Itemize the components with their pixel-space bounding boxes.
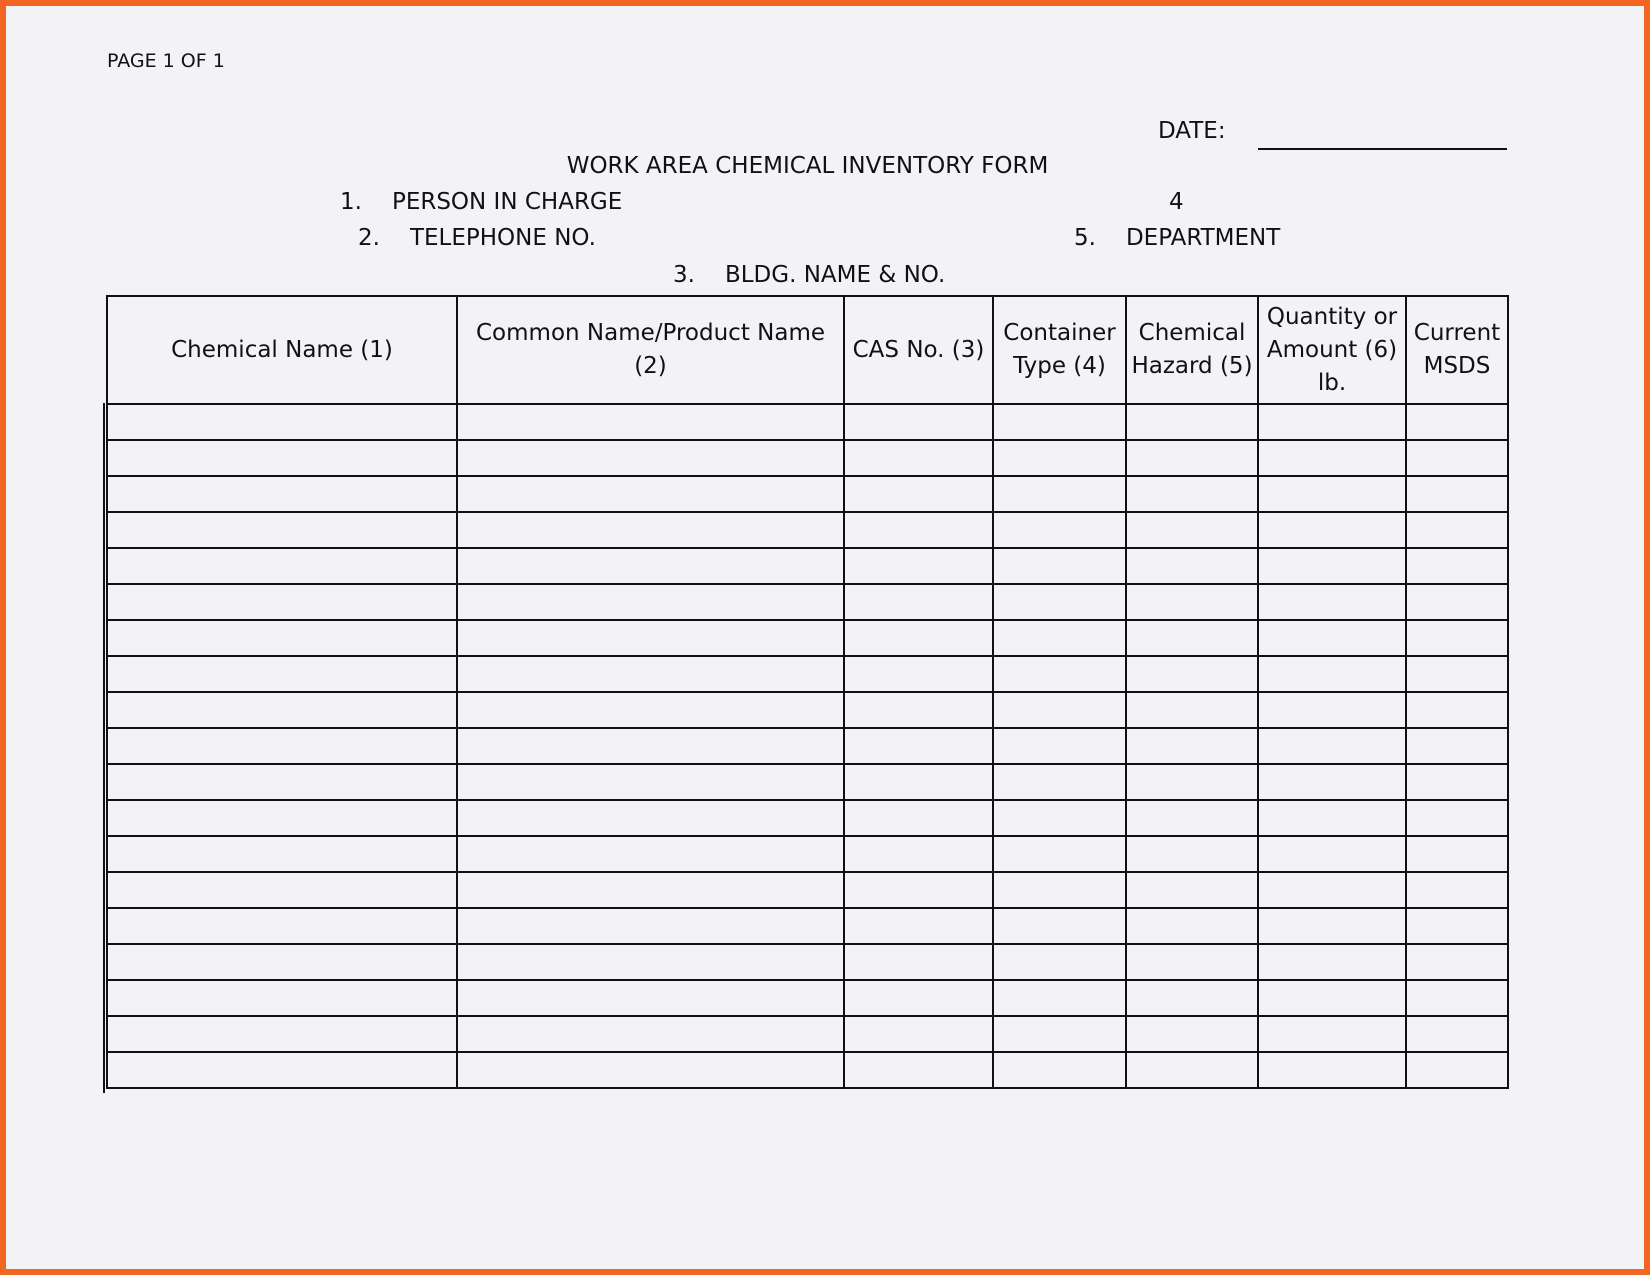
table-cell[interactable] [993,980,1126,1016]
table-cell[interactable] [457,476,844,512]
table-row [107,692,1508,728]
table-cell[interactable] [993,476,1126,512]
table-cell[interactable] [993,584,1126,620]
table-cell[interactable] [844,476,993,512]
table-cell[interactable] [993,764,1126,800]
field-label: 4 [1169,189,1184,215]
table-cell[interactable] [1258,512,1406,548]
table-cell[interactable] [1258,800,1406,836]
table-cell[interactable] [457,512,844,548]
table-cell[interactable] [993,800,1126,836]
column-header-chemical-hazard: Chemical Hazard (5) [1126,296,1258,404]
field-telephone [358,225,596,251]
column-header-quantity: Quantity or Amount (6) lb. [1258,296,1406,404]
table-cell[interactable] [844,980,993,1016]
table-cell[interactable] [993,656,1126,692]
table-cell[interactable] [993,404,1126,440]
table-cell[interactable] [844,656,993,692]
table-cell[interactable] [1126,908,1258,944]
table-row [107,476,1508,512]
table-cell[interactable] [844,728,993,764]
table-cell[interactable] [1406,620,1508,656]
table-cell[interactable] [1406,1052,1508,1088]
table-cell[interactable] [1126,440,1258,476]
table-row [107,656,1508,692]
table-cell[interactable] [1406,836,1508,872]
table-cell[interactable] [844,1052,993,1088]
table-cell[interactable] [1406,980,1508,1016]
table-cell[interactable] [107,692,457,728]
table-cell[interactable] [107,584,457,620]
table-cell[interactable] [1126,404,1258,440]
table-row [107,620,1508,656]
table-cell[interactable] [993,548,1126,584]
table-cell[interactable] [1258,692,1406,728]
table-cell[interactable] [1258,620,1406,656]
column-header-cas-no: CAS No. (3) [844,296,993,404]
table-cell[interactable] [844,800,993,836]
table-cell[interactable] [457,980,844,1016]
table-cell[interactable] [457,404,844,440]
table-cell[interactable] [1406,512,1508,548]
field-building [673,262,945,288]
table-row [107,512,1508,548]
table-cell[interactable] [1406,764,1508,800]
table-cell[interactable] [1258,1052,1406,1088]
table-cell[interactable] [993,1052,1126,1088]
table-cell[interactable] [1258,404,1406,440]
table-cell[interactable] [1258,1016,1406,1052]
table-cell[interactable] [844,440,993,476]
table-cell[interactable] [1406,476,1508,512]
table-cell[interactable] [993,728,1126,764]
table-cell[interactable] [107,404,457,440]
table-cell[interactable] [993,692,1126,728]
table-cell[interactable] [457,440,844,476]
table-cell[interactable] [1126,872,1258,908]
table-cell[interactable] [1258,872,1406,908]
table-cell[interactable] [844,692,993,728]
table-cell[interactable] [1258,476,1406,512]
table-row [107,1016,1508,1052]
table-cell[interactable] [993,908,1126,944]
field-label: TELEPHONE NO. [409,225,596,251]
table-row [107,584,1508,620]
table-row [107,440,1508,476]
table-cell[interactable] [1126,584,1258,620]
table-cell[interactable] [844,620,993,656]
table-row [107,872,1508,908]
table-cell[interactable] [1406,656,1508,692]
field-number: 5. [1074,225,1096,251]
table-cell[interactable] [844,512,993,548]
field-number: 2. [358,225,380,251]
table-cell[interactable] [1406,800,1508,836]
field-department [1074,225,1280,251]
table-cell[interactable] [107,1052,457,1088]
table-cell[interactable] [107,728,457,764]
table-cell[interactable] [1126,656,1258,692]
table-cell[interactable] [457,908,844,944]
field-label: BLDG. NAME & NO. [724,262,946,288]
table-cell[interactable] [457,728,844,764]
table-cell[interactable] [844,548,993,584]
column-header-container-type: Container Type (4) [993,296,1126,404]
table-cell[interactable] [1126,836,1258,872]
table-cell[interactable] [993,620,1126,656]
field-label: PERSON IN CHARGE [391,189,623,215]
table-row [107,836,1508,872]
table-cell[interactable] [1258,656,1406,692]
table-cell[interactable] [1258,980,1406,1016]
table-cell[interactable] [1126,512,1258,548]
table-cell[interactable] [1126,800,1258,836]
table-cell[interactable] [457,764,844,800]
table-body [107,404,1508,1088]
table-cell[interactable] [457,872,844,908]
table-row [107,548,1508,584]
table-cell[interactable] [1126,1052,1258,1088]
table-row [107,764,1508,800]
table-cell[interactable] [1406,404,1508,440]
table-row [107,800,1508,836]
table-cell[interactable] [1126,692,1258,728]
table-cell[interactable] [457,800,844,836]
table-cell[interactable] [107,1016,457,1052]
table-row [107,728,1508,764]
table-cell[interactable] [1126,548,1258,584]
field-label: DEPARTMENT [1125,225,1281,251]
table-cell[interactable] [457,584,844,620]
table-cell[interactable] [844,836,993,872]
table-cell[interactable] [1406,440,1508,476]
table-cell[interactable] [1406,944,1508,980]
table-cell[interactable] [107,836,457,872]
field-number: 3. [673,262,695,288]
table-cell[interactable] [844,584,993,620]
table-left-rule [103,403,105,1093]
table-cell[interactable] [993,440,1126,476]
table-cell[interactable] [844,908,993,944]
column-header-chemical-name: Chemical Name (1) [107,296,457,404]
table-cell[interactable] [1258,440,1406,476]
table-cell[interactable] [1126,728,1258,764]
table-cell[interactable] [1258,836,1406,872]
table-cell[interactable] [107,656,457,692]
table-cell[interactable] [1406,872,1508,908]
table-cell[interactable] [1126,476,1258,512]
table-cell[interactable] [457,692,844,728]
table-cell[interactable] [457,1016,844,1052]
date-input-line[interactable] [1258,148,1507,150]
table-cell[interactable] [1258,764,1406,800]
table-cell[interactable] [1406,584,1508,620]
page-number-label: PAGE 1 OF 1 [107,50,225,72]
table-cell[interactable] [457,1052,844,1088]
table-cell[interactable] [107,548,457,584]
table-cell[interactable] [1126,1016,1258,1052]
table-row [107,404,1508,440]
date-label: DATE: [1158,118,1226,144]
column-header-current-msds: Current MSDS [1406,296,1508,404]
table-cell[interactable] [107,620,457,656]
table-row [107,980,1508,1016]
field-item-4 [1169,189,1184,215]
table-cell[interactable] [107,800,457,836]
field-person-in-charge [340,189,622,215]
table-cell[interactable] [1258,548,1406,584]
table-cell[interactable] [993,512,1126,548]
table-cell[interactable] [1258,908,1406,944]
table-cell[interactable] [844,764,993,800]
table-cell[interactable] [457,944,844,980]
table-cell[interactable] [457,548,844,584]
table-cell[interactable] [1258,584,1406,620]
table-cell[interactable] [1406,692,1508,728]
table-cell[interactable] [1126,620,1258,656]
table-cell[interactable] [457,836,844,872]
table-cell[interactable] [107,872,457,908]
table-cell[interactable] [1258,944,1406,980]
table-row [107,1052,1508,1088]
table-cell[interactable] [1406,728,1508,764]
table-row [107,944,1508,980]
table-cell[interactable] [844,944,993,980]
table-cell[interactable] [107,908,457,944]
table-cell[interactable] [1126,980,1258,1016]
table-header-row [107,296,1508,404]
table-cell[interactable] [457,656,844,692]
table-cell[interactable] [1406,908,1508,944]
column-header-common-name: Common Name/Product Name (2) [457,296,844,404]
table-cell[interactable] [844,872,993,908]
table-cell[interactable] [844,1016,993,1052]
form-title: WORK AREA CHEMICAL INVENTORY FORM [566,153,1049,179]
table-cell[interactable] [1406,548,1508,584]
table-cell[interactable] [993,944,1126,980]
table-cell[interactable] [107,512,457,548]
table-cell[interactable] [1258,728,1406,764]
table-cell[interactable] [1406,1016,1508,1052]
field-number: 1. [340,189,362,215]
table-row [107,908,1508,944]
table-cell[interactable] [107,980,457,1016]
table-cell[interactable] [1126,764,1258,800]
table-cell[interactable] [107,944,457,980]
table-cell[interactable] [457,620,844,656]
chemical-inventory-table [106,295,1509,1089]
table-cell[interactable] [107,440,457,476]
table-cell[interactable] [107,764,457,800]
table-cell[interactable] [993,1016,1126,1052]
table-cell[interactable] [107,476,457,512]
table-cell[interactable] [993,872,1126,908]
table-cell[interactable] [1126,944,1258,980]
table-cell[interactable] [993,836,1126,872]
table-cell[interactable] [844,404,993,440]
